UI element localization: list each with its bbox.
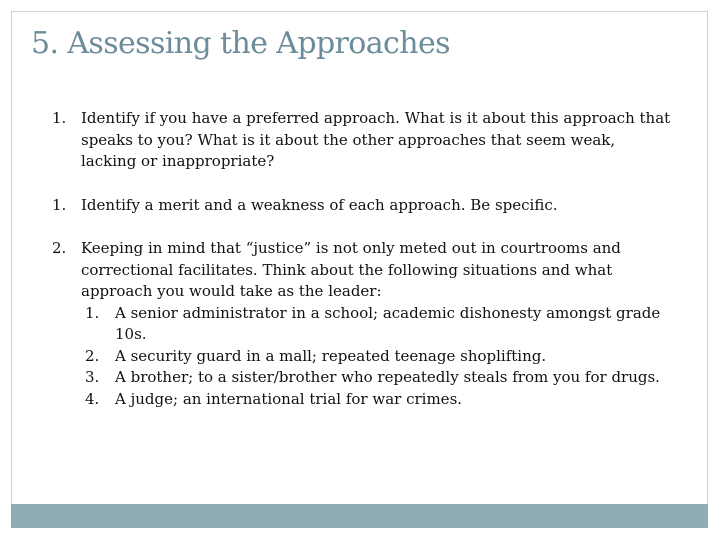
sub-list-item-text: A judge; an international trial for war crimes. [115, 389, 463, 408]
list-item [52, 195, 672, 217]
list-item-number: 1. [52, 109, 67, 127]
list-item [52, 108, 672, 173]
sub-list-item-number: 3. [85, 368, 100, 386]
list-item-text: Identify if you have a preferred approach. What is it about this approach that speaks to you? What is it about the other approaches that seem weak, lacking or inappropriate? [81, 109, 671, 170]
sub-list-item-text: A senior administrator in a school; academic dishonesty amongst grade 10s. [115, 303, 661, 343]
sub-list-item [85, 346, 672, 368]
sub-list-item-text: A brother; to a sister/brother who repeatedly steals from you for drugs. [115, 368, 660, 386]
slide-title: 5. Assessing the Approaches [31, 26, 450, 61]
question-list [52, 108, 672, 410]
sub-list-item [85, 389, 672, 411]
sub-list-item [85, 367, 672, 389]
sub-list-item [85, 303, 672, 346]
sub-list-item-text: A security guard in a mall; repeated teenage shoplifting. [115, 346, 547, 365]
list-item [52, 238, 672, 410]
footer-bar [11, 504, 708, 528]
sub-list-item-number: 1. [85, 303, 100, 322]
sub-list-item-number: 2. [85, 346, 100, 365]
list-item-text: Identify a merit and a weakness of each approach. Be specific. [81, 195, 558, 214]
slide-content [52, 108, 672, 410]
situation-list [85, 303, 672, 411]
sub-list-item-number: 4. [85, 389, 100, 408]
list-item-number: 1. [52, 195, 67, 214]
list-item-number: 2. [52, 239, 67, 257]
list-item-text: Keeping in mind that “justice” is not only meted out in courtrooms and correctional facilitates. Think about the following situations and what approach you would take as the leader: [81, 239, 621, 300]
